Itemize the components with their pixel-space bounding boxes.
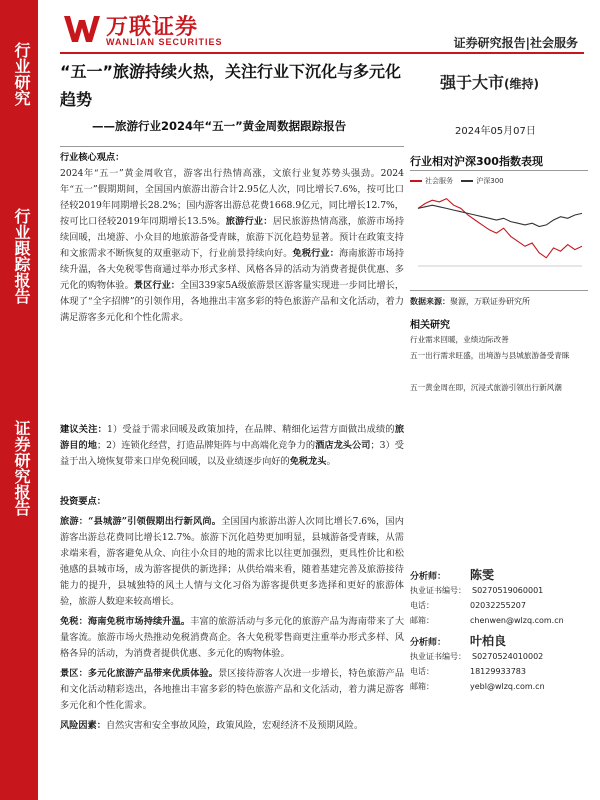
rating-sub: (维持) — [504, 77, 539, 91]
source-text: 聚源，万联证券研究所 — [450, 297, 530, 306]
related-item[interactable]: 行业需求回暖，业绩边际改善 — [410, 335, 509, 344]
legend-label-hs300: 沪深300 — [476, 177, 504, 185]
suggest-text-1: 1）受益于需求回暖及政策加持，在品牌、精细化运营方面做出成绩的 — [106, 424, 395, 435]
side-band — [0, 0, 38, 800]
legend-swatch-hs300 — [461, 180, 473, 182]
side-label-tracking-report: 行业跟踪报告 — [12, 208, 31, 304]
side-label-industry-research: 行业研究 — [12, 42, 31, 106]
invest-text-2: 丰富的旅游活动与多元化的旅游产品为海南带来了大量客流。旅游市场火热推动免税消费高企。各大免税零售商更注重举办形式多样、风格各异的活动，为消费者提供优惠、多元化的购物体验。 — [60, 616, 405, 659]
body-divider-top — [60, 146, 404, 147]
related-item[interactable]: 五一黄金周在即，沉浸式旅游引领出行新风潮 — [410, 383, 562, 392]
invest-head-2: 海南免税市场持续升温。 — [87, 616, 191, 627]
core-paragraph — [60, 166, 404, 326]
suggest-heading: 建议关注： — [60, 424, 107, 435]
core-heading: 行业核心观点： — [60, 152, 125, 163]
analyst-name: 陈雯 — [470, 568, 495, 582]
report-type: 证券研究报告|社会服务 — [453, 36, 578, 50]
email-label: 邮箱： — [410, 616, 434, 625]
invest-item-tourism — [60, 514, 404, 610]
suggest-hl-3: 免税龙头 — [289, 456, 327, 467]
phone-label: 电话： — [410, 601, 434, 610]
side-label-securities-report: 证券研究报告 — [12, 420, 31, 516]
license-label: 执业证书编号： — [410, 652, 466, 661]
invest-text-3: 景区接待游客人次进一步增长，特色旅游产品和文化活动精彩迭出，各地推出丰富多彩的特色旅游产品和文化活动，着力满足游客多元化和个性化需求。 — [60, 668, 405, 711]
suggestions — [60, 422, 404, 470]
related-item[interactable]: 五一出行需求旺盛，出境游与县城旅游备受青睐 — [410, 351, 570, 360]
legend-label-social: 社会服务 — [425, 177, 453, 185]
core-text-1: 2024年“五一”黄金周收官，游客出行热情高涨，文旅行业复苏势头强劲。2024年“五一”假期期间，全国国内旅游出游合计2.95亿人次，同比增长7.6%，按可比口径较2019年同期增长28.2%；国内游客出游总花费1668.9亿元，同比增长12.7%，按可比口径较2019年同期增长13.5%。 — [60, 168, 404, 227]
email-label: 邮箱： — [410, 682, 434, 691]
license-number: S0270519060001 — [472, 586, 544, 595]
report-date: 2024年05月07日 — [455, 126, 536, 137]
suggest-text-2: ；2）连锁化经营，打造品牌矩阵与中高端化竞争力的 — [96, 440, 316, 451]
wanlian-logo-icon — [62, 12, 102, 46]
invest-tag-2: 免税： — [60, 616, 88, 627]
analyst-role: 分析师： — [410, 638, 447, 648]
core-tag-tourism: 旅游行业： — [225, 216, 273, 227]
chart-title: 行业相对沪深300指数表现 — [410, 155, 543, 168]
rating-main: 强于大市 — [440, 73, 505, 92]
phone-label: 电话： — [410, 667, 434, 676]
invest-item-scenic — [60, 666, 404, 714]
core-text-3: 海南旅游市场持续升温，各大免税零售商通过举办形式多样、风格各异的活动为消费者提供优惠、多元化的购物体验。 — [60, 248, 405, 291]
suggest-text-4: 。 — [326, 456, 336, 467]
data-source — [410, 296, 530, 307]
phone-number: 02032255207 — [470, 601, 526, 610]
invest-tag-1: 旅游： — [60, 516, 89, 527]
license-label: 执业证书编号： — [410, 586, 466, 595]
invest-item-risk — [60, 718, 404, 734]
core-text-4: 全国339家5A级旅游景区游客量实现进一步同比增长，体现了“全字招牌”的引领作用，各地推出丰富多彩的特色旅游产品和文化活动，着力满足游客多元化和个性化需求。 — [60, 280, 405, 323]
report-subtitle: ——旅游行业2024年“五一”黄金周数据跟踪报告 — [92, 119, 347, 133]
brand-name-en: WANLIAN SECURITIES — [106, 37, 223, 47]
chart-series-line-1 — [418, 205, 582, 226]
source-label: 数据来源： — [410, 297, 450, 306]
email-address[interactable]: yebl@wlzq.com.cn — [470, 682, 545, 691]
investment-points — [60, 494, 404, 734]
legend-swatch-social — [410, 180, 422, 182]
core-tag-dutyfree: 免税行业： — [292, 248, 340, 259]
source-divider — [410, 290, 588, 291]
chart-divider — [410, 170, 588, 171]
invest-tag-3: 景区： — [60, 668, 88, 679]
analyst-1 — [410, 566, 564, 626]
core-views — [60, 150, 404, 326]
invest-heading: 投资要点： — [60, 496, 106, 507]
rating — [440, 70, 539, 93]
core-text-2: 居民旅游热情高涨，旅游市场持续回暖，出境游、小众目的地旅游备受青睐，旅游下沉化趋势显著。预计在政策支持和文旅需求不断恢复的双重驱动下，行业前景持续向好。 — [60, 216, 405, 259]
analyst-name: 叶柏良 — [470, 634, 507, 648]
suggest-hl-1: 旅游目的地 — [60, 424, 404, 451]
invest-item-dutyfree — [60, 614, 404, 662]
relative-performance-chart — [410, 186, 588, 282]
related-research-title: 相关研究 — [410, 320, 450, 331]
header-divider — [60, 52, 584, 54]
invest-head-3: 多元化旅游产品带来优质体验。 — [87, 668, 219, 679]
brand-name-cn: 万联证券 — [106, 15, 199, 40]
core-tag-scenic: 景区行业： — [133, 280, 181, 291]
risk-tag: 风险因素： — [60, 720, 106, 731]
risk-text: 自然灾害和安全事故风险，政策风险，宏观经济不及预期风险。 — [105, 720, 364, 731]
suggest-text-3: ；3）受益于出入境恢复带来口岸免税回暖，以及业绩逐步向好的 — [60, 440, 404, 467]
phone-number: 18129933783 — [470, 667, 526, 676]
report-title: “五一”旅游持续火热，关注行业下沉化与多元化趋势 — [60, 62, 402, 109]
invest-text-1: 全国国内旅游出游人次同比增长7.6%，国内游客出游总花费同比增长12.7%。旅游下沉化趋势更加明显，县城游备受青睐，从需求端来看，游客避免从众、向往小众目的地的需求比以往更加强烈，更具性价比和松弛感的县城市场，成为游客提供的新选择；从供给端来看，随着基建完善及旅游接待能力的提升，县城独特的风土人情与文化习俗为游客提供更多选择和更好的旅游体验，旅游人数迎来较高增长。 — [60, 516, 404, 607]
email-address[interactable]: chenwen@wlzq.com.cn — [470, 616, 564, 625]
invest-head-1: “县城游”引领假期出行新风尚。 — [88, 516, 222, 527]
analyst-2 — [410, 632, 545, 692]
analyst-role: 分析师： — [410, 572, 447, 582]
license-number: S0270524010002 — [472, 652, 544, 661]
suggest-hl-2: 酒店龙头公司 — [315, 440, 371, 451]
chart-legend — [410, 176, 504, 186]
